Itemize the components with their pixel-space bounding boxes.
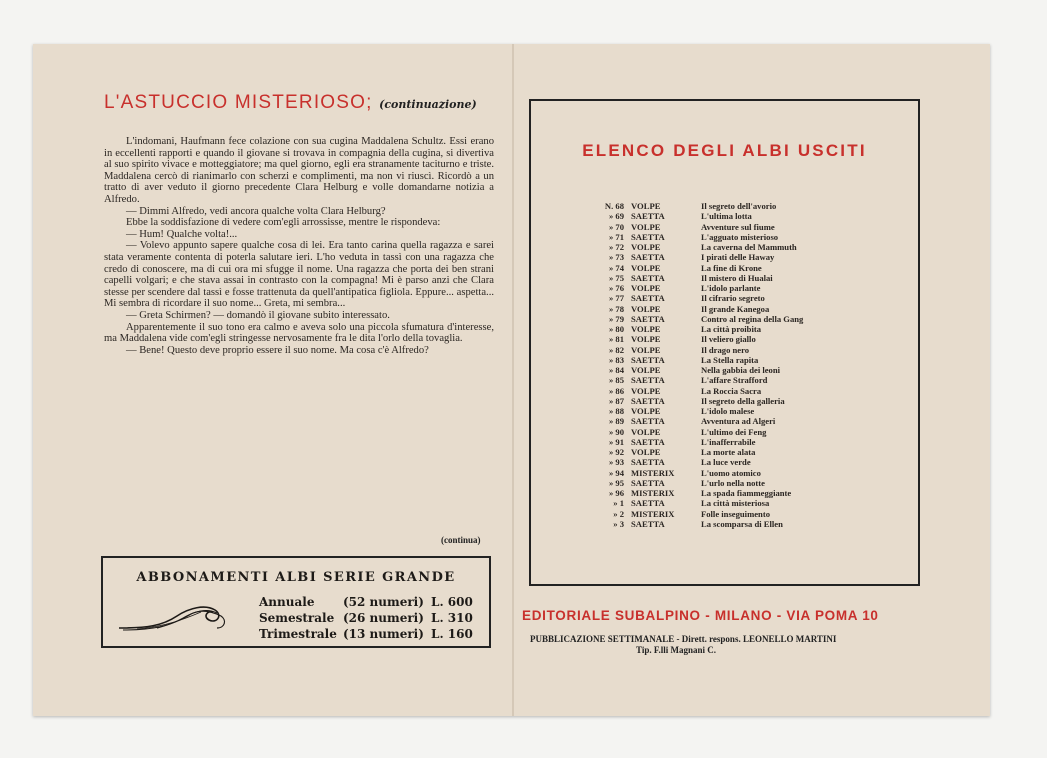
album-title: Avventure sul fiume — [701, 221, 775, 232]
album-number: » 69 — [608, 211, 624, 222]
album-title: L'urlo nella notte — [701, 477, 765, 488]
album-row — [589, 427, 901, 437]
subscription-prices — [259, 594, 491, 642]
album-number: » 73 — [608, 252, 624, 263]
album-number: » 3 — [613, 518, 624, 529]
album-row — [589, 468, 901, 478]
album-number: » 88 — [608, 406, 624, 416]
album-number: » 76 — [608, 283, 624, 293]
album-row — [589, 437, 901, 447]
album-number: » 90 — [608, 426, 624, 437]
album-row — [589, 355, 901, 365]
album-series: SAETTA — [631, 231, 665, 242]
album-title: L'idolo malese — [701, 406, 755, 416]
album-title: La caverna del Mammuth — [701, 242, 797, 252]
album-title: L'agguato misterioso — [701, 231, 779, 242]
story-paragraph: — Hum! Qualche volta!... — [126, 228, 238, 240]
album-number: » 84 — [608, 365, 624, 375]
album-title: Avventura ad Algeri — [701, 416, 776, 427]
album-series: VOLPE — [631, 365, 661, 375]
album-title: Folle inseguimento — [701, 508, 770, 519]
album-series: SAETTA — [631, 498, 665, 509]
album-row — [589, 375, 901, 385]
subscription-label: Annuale — [259, 595, 315, 609]
album-series: VOLPE — [631, 334, 661, 345]
album-row — [589, 273, 901, 283]
album-number: » 89 — [608, 416, 624, 427]
album-title: L'ultima lotta — [701, 211, 752, 222]
album-row — [589, 509, 901, 519]
album-row — [589, 314, 901, 324]
album-row — [589, 283, 901, 293]
story-paragraph: — Volevo appunto sapere qualche cosa di lei. Era tanto carina quella ragazza e sarei stata veramente contenta di poterla salutare ieri. L'ho veduta in tassì con una ragazza che credo di conoscere, ma di cui ora mi sfugge il nome. Una ragazza che porta dei ben strani capelli volgari; e che stava assai in contrasto con la compagna! Mi è parso anzi che Clara stesse per scendere dal tassì e fosse trattenuta da quell'antipatica figliola. Eppure... aspetta... Mi sembra di ricordare il suo nome... Greta, mi sembra... — [104, 240, 494, 310]
album-title: Il segreto della galleria — [701, 395, 785, 406]
album-series: VOLPE — [631, 283, 661, 293]
album-number: » 95 — [608, 477, 624, 488]
album-row — [589, 457, 901, 467]
album-series: VOLPE — [631, 262, 661, 273]
album-series: SAETTA — [631, 211, 665, 222]
printer-credit: Tip. F.lli Magnani C. — [636, 645, 717, 655]
album-number: » 85 — [608, 375, 624, 386]
album-series: VOLPE — [631, 221, 661, 232]
album-series: SAETTA — [631, 416, 665, 427]
album-series: SAETTA — [631, 354, 665, 365]
album-series: VOLPE — [631, 406, 661, 416]
album-row — [589, 201, 901, 211]
album-title: La luce verde — [701, 457, 751, 468]
subscription-issues: (52 numeri) — [343, 595, 424, 609]
album-title: Nella gabbia dei leoni — [701, 365, 781, 375]
story-paragraph: L'indomani, Haufmann fece colazione con sua cugina Maddalena Schultz. Essi erano in eccellenti rapporti e quando il giovane si trovava in compagnia della cugina, si divertiva al suo spirito vivace e motteggiatore; ma quel giorno, egli era stranamente taciturno e triste. Maddalena cercò di rianimarlo con scherzi e complimenti, ma non vi riuscì. Ricordò a un tratto di aver veduto il giorno precedente Clara Helburg e volle domandarne notizia a Alfredo. — [104, 136, 494, 205]
album-row — [589, 447, 901, 457]
album-series: VOLPE — [631, 303, 661, 314]
album-number: » 72 — [608, 242, 624, 252]
album-title: La spada fiammeggiante — [701, 488, 792, 498]
story-paragraph: — Greta Schirmen? — domandò il giovane subito interessato. — [126, 309, 390, 321]
subscription-issues: (13 numeri) — [343, 627, 424, 641]
album-number: » 87 — [608, 395, 624, 406]
album-number: N. 68 — [604, 201, 624, 211]
album-series: SAETTA — [631, 395, 665, 406]
subscription-box — [101, 556, 491, 648]
wave-swirl-icon — [117, 598, 229, 634]
story-paragraph: — Dimmi Alfredo, vedi ancora qualche volta Clara Helburg? — [126, 205, 386, 217]
album-number: » 1 — [613, 498, 624, 509]
album-title: I pirati delle Haway — [701, 252, 775, 263]
album-title: La fine di Krone — [701, 262, 762, 273]
album-row — [589, 365, 901, 375]
album-series: SAETTA — [631, 518, 665, 529]
album-series: VOLPE — [631, 426, 661, 437]
album-number: » 75 — [608, 272, 624, 283]
album-title: Contro al regina della Gang — [701, 313, 804, 324]
album-series: VOLPE — [631, 447, 661, 457]
page-fold — [512, 44, 514, 716]
album-title: Il segreto dell'avorio — [701, 201, 777, 211]
album-number: » 80 — [608, 324, 624, 334]
album-series: MISTERIX — [631, 467, 675, 478]
album-title: L'inafferrabile — [701, 436, 756, 447]
album-number: » 83 — [608, 354, 624, 365]
album-title: Il veliero giallo — [701, 334, 756, 345]
album-title: La morte alata — [701, 447, 756, 457]
album-list-box — [529, 99, 920, 586]
subscription-row — [259, 610, 491, 626]
album-number: » 91 — [608, 436, 624, 447]
album-row — [589, 304, 901, 314]
album-series: VOLPE — [631, 385, 661, 396]
album-number: » 77 — [608, 293, 624, 304]
album-row — [589, 416, 901, 426]
album-row — [589, 252, 901, 262]
album-title: L'uomo atomico — [701, 467, 761, 478]
album-row — [589, 263, 901, 273]
album-row — [589, 334, 901, 344]
album-row — [589, 211, 901, 221]
album-row — [589, 222, 901, 232]
album-number: » 81 — [608, 334, 624, 345]
subscription-price: L. 160 — [431, 627, 473, 641]
album-series: SAETTA — [631, 313, 665, 324]
album-title: Il drago nero — [701, 344, 750, 355]
album-row — [589, 519, 901, 529]
album-list-title: ELENCO DEGLI ALBI USCITI — [582, 141, 867, 160]
album-series: VOLPE — [631, 324, 661, 334]
album-number: » 78 — [608, 303, 624, 314]
publication-line: PUBBLICAZIONE SETTIMANALE - Dirett. respons. LEONELLO MARTINI — [530, 634, 837, 644]
album-row — [589, 293, 901, 303]
album-series: SAETTA — [631, 272, 665, 283]
album-title: La città misteriosa — [701, 498, 770, 509]
story-title-text: L'ASTUCCIO MISTERIOSO; — [104, 92, 373, 113]
subscription-issues: (26 numeri) — [343, 611, 424, 625]
album-number: » 82 — [608, 344, 624, 355]
album-number: » 2 — [613, 508, 624, 519]
album-number: » 96 — [608, 488, 624, 498]
album-title: La città proibita — [701, 324, 761, 334]
subscription-label: Trimestrale — [259, 627, 337, 641]
album-title: La Roccia Sacra — [701, 385, 762, 396]
story-title — [104, 92, 477, 114]
story-paragraph: Ebbe la soddisfazione di vedere com'egli arrossisse, mentre le rispondeva: — [126, 217, 441, 229]
album-number: » 92 — [608, 447, 624, 457]
album-row — [589, 345, 901, 355]
album-number: » 93 — [608, 457, 624, 468]
album-row — [589, 396, 901, 406]
album-number: » 70 — [608, 221, 624, 232]
album-row — [589, 232, 901, 242]
album-title: La Stella rapita — [701, 354, 759, 365]
album-number: » 79 — [608, 313, 624, 324]
album-series: SAETTA — [631, 436, 665, 447]
album-title: Il grande Kanegoa — [701, 303, 770, 314]
album-title: L'affare Strafford — [701, 375, 768, 386]
subscription-label: Semestrale — [259, 611, 335, 625]
album-row — [589, 242, 901, 252]
album-number: » 94 — [608, 467, 624, 478]
album-row — [589, 478, 901, 488]
subscription-row — [259, 626, 491, 642]
album-number: » 74 — [608, 262, 624, 273]
subscription-price: L. 310 — [431, 611, 473, 625]
continua-note: (continua) — [441, 535, 481, 545]
story-paragraph: Apparentemente il suo tono era calmo e aveva solo una piccola sfumatura d'interesse, ma Maddalena vide com'egli stringesse nervosamente fra le dita l'orlo della tovaglia. — [104, 321, 494, 345]
album-number: » 71 — [608, 231, 624, 242]
album-row — [589, 488, 901, 498]
album-series: VOLPE — [631, 344, 661, 355]
album-row — [589, 406, 901, 416]
subscription-title: ABBONAMENTI ALBI SERIE GRANDE — [136, 570, 456, 585]
album-title: La scomparsa di Ellen — [701, 518, 783, 529]
album-row — [589, 498, 901, 508]
story-subtitle: (continuazione) — [379, 98, 477, 111]
publisher-name: EDITORIALE SUBALPINO - MILANO - VIA POMA 10 — [522, 608, 879, 623]
album-series: VOLPE — [631, 242, 661, 252]
album-list — [589, 201, 901, 529]
album-title: Il mistero di Hualai — [701, 272, 773, 283]
album-title: L'idolo parlante — [701, 283, 761, 293]
album-number: » 86 — [608, 385, 624, 396]
album-row — [589, 386, 901, 396]
album-series: MISTERIX — [631, 488, 675, 498]
subscription-price: L. 600 — [431, 595, 473, 609]
subscription-row — [259, 594, 491, 610]
album-series: VOLPE — [631, 201, 661, 211]
story-text — [104, 136, 494, 356]
album-series: MISTERIX — [631, 508, 675, 519]
album-series: SAETTA — [631, 375, 665, 386]
album-title: L'ultimo dei Feng — [701, 426, 767, 437]
album-series: SAETTA — [631, 252, 665, 263]
story-paragraph: — Bene! Questo deve proprio essere il suo nome. Ma cosa c'è Alfredo? — [126, 344, 429, 356]
album-series: SAETTA — [631, 293, 665, 304]
album-row — [589, 324, 901, 334]
album-series: SAETTA — [631, 477, 665, 488]
album-title: Il cifrario segreto — [701, 293, 765, 304]
album-series: SAETTA — [631, 457, 665, 468]
